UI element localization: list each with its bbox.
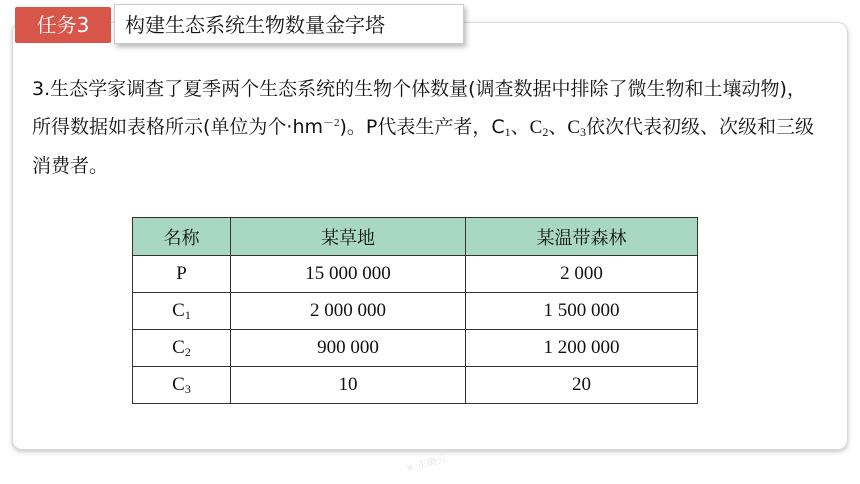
forest-value: 20 (466, 367, 698, 404)
question-part-1: 3.生态学家调查了夏季两个生态系统的生物个体数量(调查数据中排除了微生物和土壤动物)，所得数据如表格所示(单位为个·hm (32, 78, 806, 138)
table-row (133, 367, 698, 404)
header-grassland: 某草地 (231, 218, 466, 256)
grassland-value: 10 (231, 367, 466, 404)
task-tag: 任务3 (15, 7, 111, 43)
table-row (133, 256, 698, 293)
row-label: $C_2$ (133, 330, 231, 367)
grassland-value: 2 000 000 (231, 293, 466, 330)
grassland-value: 900 000 (231, 330, 466, 367)
grassland-value: 15 000 000 (231, 256, 466, 293)
table-row (133, 330, 698, 367)
data-table (132, 217, 698, 404)
question-part-3: 依次代表初级、次级和三级消费者。 (32, 116, 815, 177)
row-label: $C_1$ (133, 293, 231, 330)
row-label: P (133, 256, 231, 293)
table-header-row (133, 218, 698, 256)
header-forest: 某温带森林 (466, 218, 698, 256)
forest-value: 2 000 (466, 256, 698, 293)
forest-value: 1 200 000 (466, 330, 698, 367)
page-title: 构建生态系统生物数量金字塔 (114, 4, 464, 44)
table-row (133, 293, 698, 330)
header-name: 名称 (133, 218, 231, 256)
subscript-1: 1 (504, 125, 511, 139)
subscript-3: 3 (580, 125, 587, 139)
watermark: ✕ 正确云 (404, 453, 448, 476)
unit-exponent: －2 (323, 117, 340, 129)
row-label: $C_3$ (133, 367, 231, 404)
separator-2: 、C (548, 117, 581, 138)
separator-1: 、C (510, 117, 543, 138)
forest-value: 1 500 000 (466, 293, 698, 330)
question-text (32, 70, 822, 185)
subscript-2: 2 (542, 125, 549, 139)
question-part-2: )。P代表生产者，C (339, 116, 505, 138)
